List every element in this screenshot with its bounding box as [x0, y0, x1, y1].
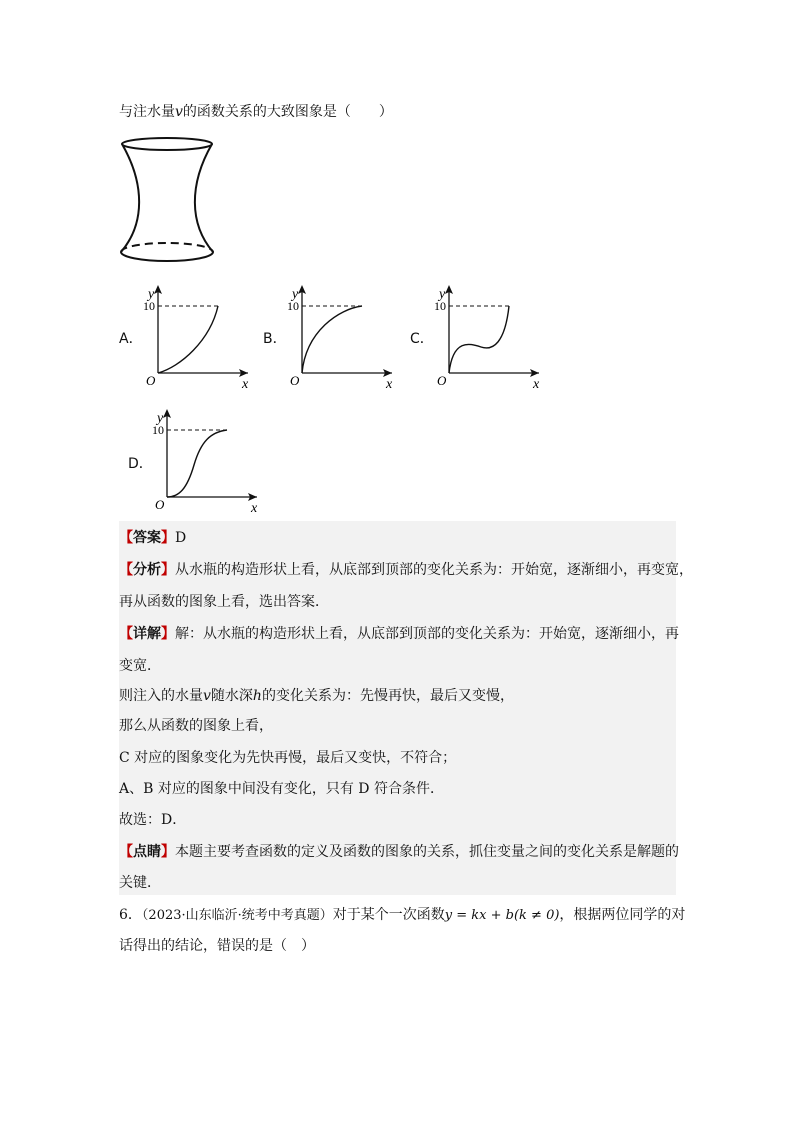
detail-line-5: C 对应的图象变化为先快再慢，最后又变快，不符合；	[119, 750, 457, 766]
detail-line-7: 故选：D．	[119, 812, 187, 828]
vase-left-side	[121, 144, 139, 252]
x-axis-label: x	[242, 377, 249, 391]
y-axis-label: y	[439, 287, 446, 302]
detail-line-4: 那么从函数的图象上看，	[119, 718, 273, 734]
origin-label: O	[437, 373, 447, 388]
function-curve	[449, 306, 509, 373]
vase-figure	[115, 134, 219, 268]
level-tick-label: 10	[152, 423, 164, 437]
question6-line-2: 话得出的结论，错误的是（ ）	[119, 938, 315, 954]
vase-top-rim	[122, 138, 212, 150]
detail-3b: 随水深	[210, 688, 253, 704]
detail-line-1	[119, 624, 679, 644]
function-curve	[302, 306, 362, 373]
detail-3a: 则注入的水量	[119, 688, 203, 704]
graph-d	[149, 405, 269, 515]
x-axis-label: x	[386, 377, 393, 391]
stem-before: 与注水量	[119, 104, 175, 120]
vase-bottom-front	[121, 252, 213, 261]
detail-line-2: 变宽．	[119, 658, 161, 674]
function-curve	[167, 430, 227, 497]
q6-text-a: 对于某个一次函数	[332, 907, 445, 923]
comment-text-1: 本题主要考查函数的定义及函数的图象的关系，抓住变量之间的变化关系是解题的	[175, 844, 679, 860]
answer-line	[119, 528, 186, 548]
y-axis-label: y	[292, 287, 299, 302]
analysis-label: 分析	[133, 562, 161, 578]
y-axis-label: y	[148, 287, 155, 302]
comment-line-1	[119, 842, 679, 862]
x-axis-label: x	[533, 377, 540, 391]
graph-a	[140, 281, 260, 391]
answer-value: D	[175, 530, 187, 546]
graph-b	[284, 281, 404, 391]
question-stem	[119, 102, 393, 122]
level-tick-label: 10	[434, 299, 446, 313]
detail-3v: v	[203, 688, 211, 704]
function-curve	[158, 306, 218, 373]
comment-label: 点睛	[133, 844, 161, 860]
detail-line-3	[119, 686, 514, 706]
detail-3c: 的变化关系为：先慢再快，最后又变慢，	[261, 688, 514, 704]
origin-label: O	[146, 373, 156, 388]
x-axis-label: x	[251, 501, 258, 515]
analysis-text-1: 从水瓶的构造形状上看，从底部到顶部的变化关系为：开始宽，逐渐细小，再变宽，	[175, 562, 693, 578]
detail-line-6: A、B 对应的图象中间没有变化，只有 D 符合条件．	[119, 781, 444, 797]
level-tick-label: 10	[287, 299, 299, 313]
q6-formula: y = kx + b(k ≠ 0)	[444, 908, 560, 923]
origin-label: O	[155, 497, 165, 512]
comment-close: 】	[161, 844, 175, 860]
analysis-close: 】	[161, 562, 175, 578]
origin-label: O	[290, 373, 300, 388]
comment-open: 【	[119, 844, 133, 860]
detail-open: 【	[119, 626, 133, 642]
detail-label: 详解	[133, 626, 161, 642]
option-d-label: D．	[128, 456, 153, 472]
option-a-label: A．	[119, 331, 143, 347]
option-b-label: B．	[263, 331, 287, 347]
analysis-open: 【	[119, 562, 133, 578]
stem-var: v	[175, 104, 183, 120]
graph-c	[431, 281, 551, 391]
question6-line-1	[119, 905, 685, 926]
detail-3h: h	[252, 688, 262, 704]
y-axis-label: y	[157, 411, 164, 426]
analysis-line-1	[119, 560, 693, 580]
vase-right-side	[195, 144, 213, 252]
answer-close: 】	[161, 530, 175, 546]
answer-label: 答案	[133, 530, 161, 546]
q6-source: （2023·山东临沂·统考中考真题）	[141, 908, 333, 923]
option-c-label: C．	[410, 331, 434, 347]
detail-text-1: 解：从水瓶的构造形状上看，从底部到顶部的变化关系为：开始宽，逐渐细小，再	[175, 626, 679, 642]
analysis-line-2: 再从函数的图象上看，选出答案．	[119, 594, 329, 610]
stem-after: 的函数关系的大致图象是（ ）	[182, 104, 393, 120]
level-tick-label: 10	[143, 299, 155, 313]
answer-open: 【	[119, 530, 133, 546]
comment-line-2: 关键．	[119, 875, 161, 891]
q6-text-b: ，根据两位同学的对	[559, 907, 686, 923]
vase-bottom-back	[121, 243, 213, 252]
q6-number: 6．	[119, 907, 142, 923]
detail-close: 】	[161, 626, 175, 642]
